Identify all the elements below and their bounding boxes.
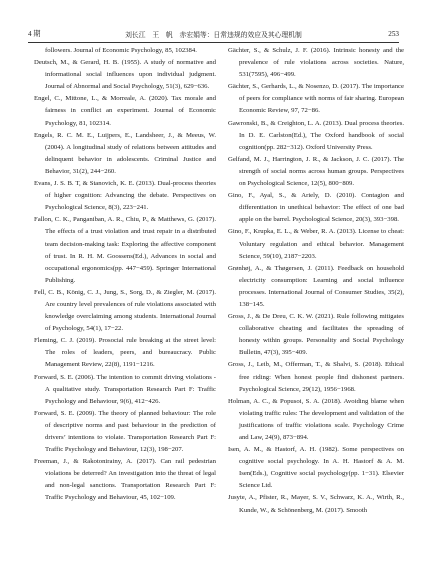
reference-entry: Engel, C., Mittone, L., & Morreale, A. (2020). Tax morale and fairness in conflict an experiment. Journal of Economic Psychology, 81, 102314. (34, 95, 216, 127)
issue-number: 4 期 (28, 30, 41, 38)
reference-entry: Deutsch, M., & Gerard, H. B. (1955). A study of normative and informational social influences upon individual judgment. Journal of Abnormal and Social Psychology, 51(3), 629−636. (34, 59, 216, 91)
reference-entry: Fleming, C. J. (2019). Prosocial rule breaking at the street level: The roles of leaders, peers, and bureaucracy. Public Management Review, 22(8), 1191−1216. (34, 337, 216, 369)
reference-entry: Jusyte, A., Pfister, R., Mayer, S. V., Schwarz, K. A., Wirth, R., Kunde, W., & Schönenberg, M. (2017). Smooth (228, 494, 404, 514)
reference-entry: Fell, C. B., König, C. J., Jung, S., Sorg, D., & Ziegler, M. (2017). Are country level prevalences of rule violations associated with knowledge overclaiming among students. International Journal of Psychology, 54(1), 17−22. (34, 288, 216, 333)
reference-entry: Gino, F., Ayal, S., & Ariely, D. (2010). Contagion and differentiation in unethical behavior: The effect of one bad apple on the barrel. Psychological Science, 20(3), 393−398. (228, 192, 404, 224)
header-rule (28, 42, 399, 43)
reference-entry: Holman, A. C., & Popusoi, S. A. (2018). Avoiding blame when violating traffic rules: The development and validation of the justifications of traffic violations scale. Psychology Crime and Law, 24(9), 873−894. (228, 397, 404, 441)
reference-entry: Gelfand, M. J., Harrington, J. R., & Jackson, J. C. (2017). The strength of social norms across human groups. Perspectives on Psychological Science, 12(5), 800−809. (228, 155, 404, 188)
running-title: 刘长江 王 帆 赤宏娟等：日常违规的效应及其心理机制 (125, 31, 302, 39)
reference-entry: Freeman, J., & Rakotonirainy, A. (2017). Can rail pedestrian violations be deterred? An investigation into the threat of legal and non-legal sanctions. Transportation Research Part F: Traffic Psychology and Behaviour, 45, 102−109. (34, 458, 216, 502)
reference-entry: Gross, J., & De Dreu, C. K. W. (2021). Rule following mitigates collaborative cheating and facilitates the spreading of honesty within groups. Personality and Social Psychology Bulletin, 47(3), 395−409. (228, 313, 404, 357)
reference-entry: Evans, J. S. B. T, & Stanovich, K. E. (2013). Dual-process theories of higher cognition: Advancing the debate. Perspectives on Psychological Science, 8(3), 223−241. (34, 180, 216, 212)
page-number: 253 (388, 30, 399, 38)
reference-entry: followers. Journal of Economic Psychology, 85, 102384. (45, 47, 197, 54)
reference-entry: Fallon, C. K., Panganiban, A. R., Chiu, P., & Matthews, G. (2017). The effects of a trust violation and trust repair in a distributed team decision-making task: Exploring the affective component of trust. In R. H. M. Goossens(Ed.), Advances in social and occupational ergonomics(pp. 447−459). Springer International Publishing. (34, 216, 216, 284)
reference-entry: Gross, J., Leib, M., Offerman, T., & Shalvi, S. (2018). Ethical free riding: When honest people find dishonest partners. Psychological Science, 29(12), 1956−1968. (228, 361, 404, 393)
reference-entry: Gawronski, B., & Creighton, L. A. (2013). Dual process theories. In D. E. Carlston(Ed.), The Oxford handbook of social cognition(pp. 282−312). Oxford University Press. (228, 119, 404, 151)
running-header (28, 27, 399, 41)
reference-entry: Isen, A. M., & Hastorf, A. H. (1982). Some perspectives on cognitive social psychology. In A. H. Hastorf & A. M. Isen(Eds.), Cognitive social psychology(pp. 1−31). Elsevier Science Ltd. (228, 446, 404, 490)
reference-entry: Gino, F., Krupka, E. L., & Weber, R. A. (2013). License to cheat: Voluntary regulation and ethical behavior. Management Science, 59(10), 2187−2203. (228, 228, 404, 260)
reference-entry: Forward, S. E. (2009). The theory of planned behaviour: The role of descriptive norms and past behaviour in the prediction of drivers’ intentions to violate. Transportation Research Part F: Traffic Psychology and Behaviour, 12(3), 198−207. (34, 409, 216, 454)
reference-column-left (34, 45, 216, 505)
reference-entry: Gächter, S., Gerhards, L., & Nosenzo, D. (2017). The importance of peers for compliance with norms of fair sharing. European Economic Review, 97, 72−86. (228, 83, 404, 115)
reference-column-right (228, 45, 404, 517)
reference-entry: Engels, R. C. M. E., Luijpers, E., Landsheer, J., & Meeus, W. (2004). A longitudinal study of relations between attitudes and delinquent behavior in adolescents. Criminal Justice and Behavior, 31(2), 244−260. (34, 131, 216, 175)
reference-entry: Gächter, S., & Schulz, J. F. (2016). Intrinsic honesty and the prevalence of rule violations across societies. Nature, 531(7595), 496−499. (228, 47, 404, 79)
reference-entry: Grønhøj, A., & Thøgersen, J. (2011). Feedback on household electricity consumption: Learning and social influence processes. International Journal of Consumer Studies, 35(2), 138−145. (228, 264, 404, 308)
reference-entry: Forward, S. E. (2006). The intention to commit driving violations - A qualitative study. Transportation Research Part F: Traffic Psychology and Behaviour, 9(6), 412−426. (34, 373, 216, 405)
